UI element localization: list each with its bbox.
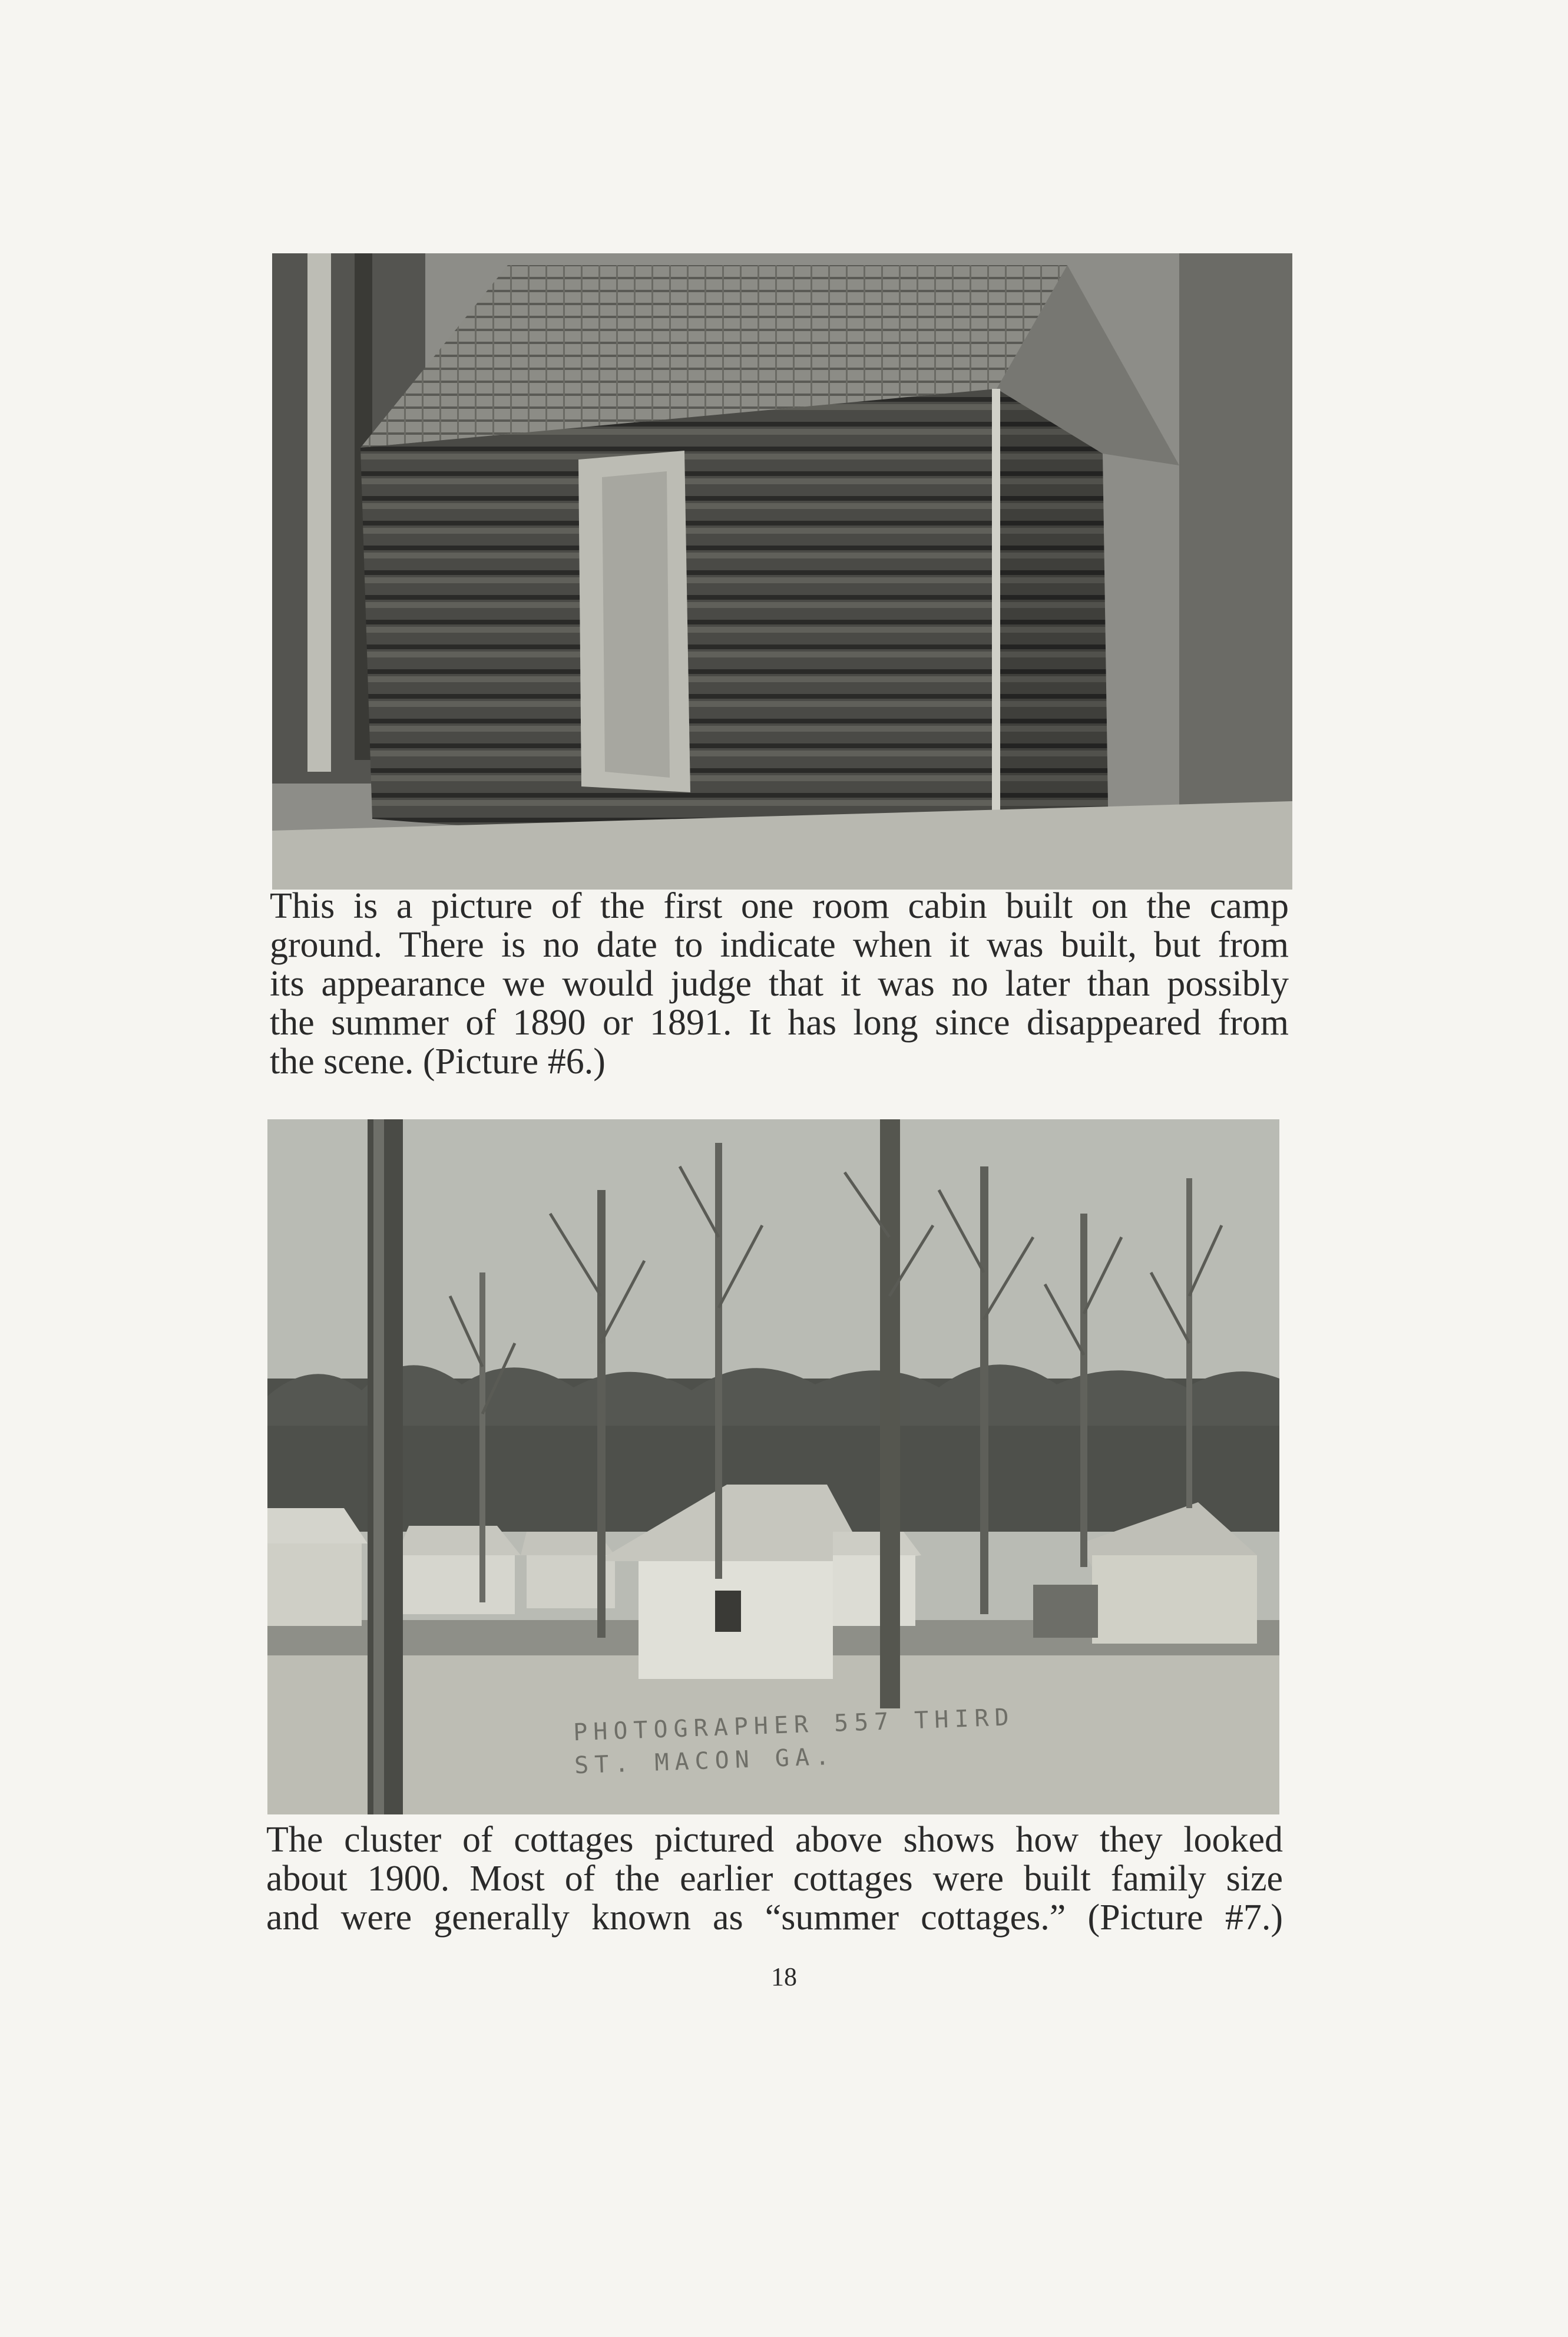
caption-line: the summer of 1890 or 1891. It has long since disappeared from — [270, 1003, 1289, 1043]
caption-line: and were generally known as “summer cottages.” (Picture #7.) — [266, 1898, 1283, 1938]
caption-line: ground. There is no date to indicate when it was built, but from — [270, 925, 1289, 965]
caption-line: the scene. (Picture #6.) — [270, 1042, 606, 1082]
caption-line: The cluster of cottages pictured above shows how they looked — [266, 1820, 1283, 1860]
cottages-photo — [267, 1119, 1279, 1814]
caption-line: This is a picture of the first one room cabin built on the camp — [270, 886, 1289, 926]
caption-line: about 1900. Most of the earlier cottages were built family size — [266, 1859, 1283, 1899]
cabin-photo-caption — [270, 887, 1289, 1081]
caption-line: its appearance we would judge that it was no later than possibly — [270, 964, 1289, 1004]
page-number: 18 — [771, 1962, 797, 1991]
photographer-stamp: PHOTOGRAPHER 557 THIRD ST. MACON GA. — [573, 1704, 1015, 1780]
cottages-photo-caption — [266, 1820, 1283, 1937]
cabin-photo — [272, 253, 1292, 890]
